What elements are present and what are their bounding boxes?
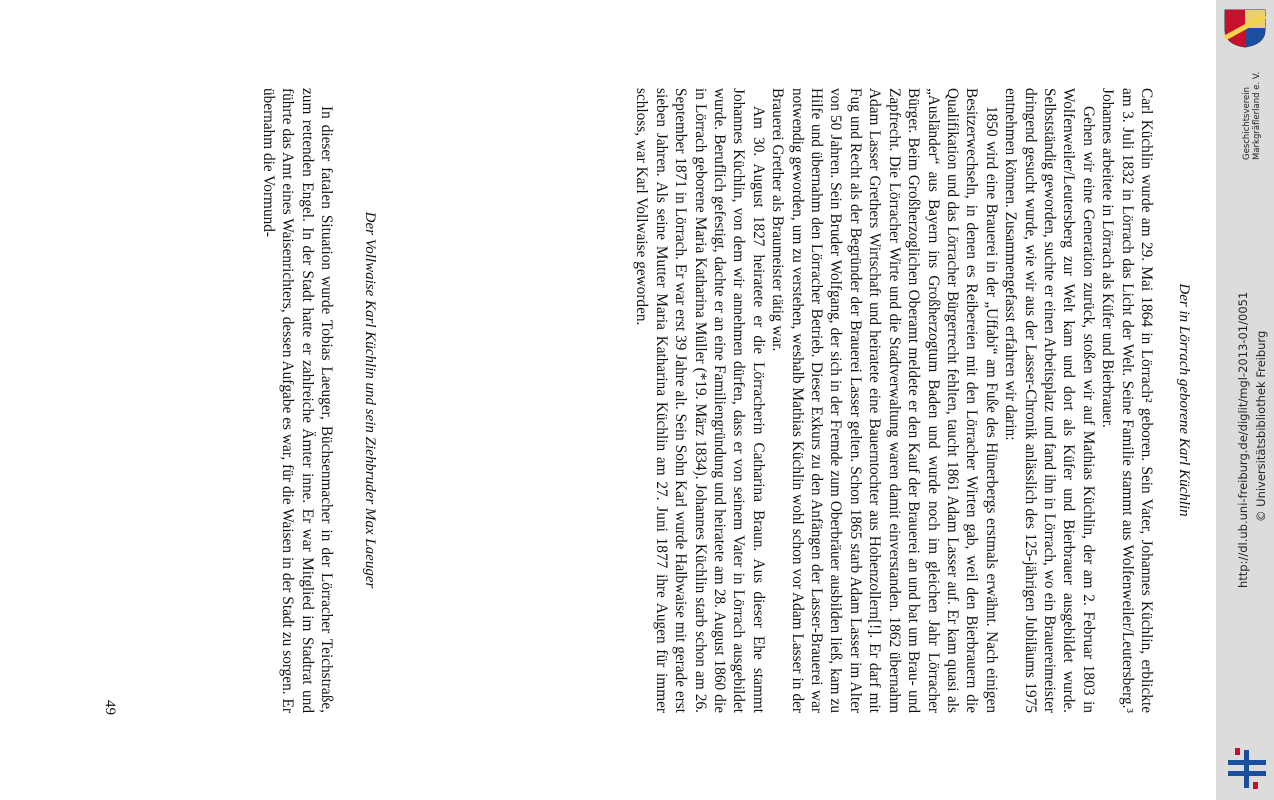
source-url-link[interactable]: http://dl.ub.uni-freiburg.de/diglit/mgl-2013-01/0051 <box>1236 291 1250 588</box>
body-text-block-1 <box>632 88 1156 713</box>
society-name-line-2: Markgräflerland e. V. <box>1252 71 1262 160</box>
section-heading-2: Der Vollwaise Karl Küchlin und sein Ziehbruder Max Laeuger <box>362 211 378 589</box>
paragraph-3: 1850 wird eine Brauerei in der „Uffabi“ am Fuße des Hünerbergs erstmals erwähnt. Nach einigen Besitzerwechseln, in denen es Reibereien mit den Lörracher Wirten gab, weil den Bierbrauern die Qualifikation und das Lörracher Bürgerrecht fehlten, taucht 1861 Adam Lasser auf. Er kam quasi als „Ausländer“ aus Bayern ins Großherzogtum Baden und wurde noch im gleichen Jahr Lörracher Bürger. Beim Großherzoglichen Oberamt meldete er den Kauf der Brauerei an und bat um Brau- und Zapfrecht. Die Lörracher Wirte und die Stadtverwaltung waren damit einverstanden. 1862 übernahm Adam Lasser Grethers Wirtschaft und heiratete eine Bauerntochter aus Hohenzollern[!]. Er darf mit Fug und Recht als der Begründer der Brauerei Lasser gelten. Schon 1865 starb Adam Lasser im Alter von 50 Jahren. Sein Bruder Wolfgang, der sich in der Fremde zum Oberbräuer ausbilden ließ, kam zu Hilfe und übernahm den Lörracher Betrieb. Dieser Exkurs zu den Anfängen der Lasser-Brauerei war notwendig geworden, um zu verstehen, weshalb Mathias Küchlin wohl schon vor Adam Lasser in der Brauerei Grether als Braumeister tätig war. <box>769 88 1000 713</box>
paragraph-4: Am 30. August 1827 heiratete er die Lörracherin Catharina Braun. Aus dieser Ehe stammt Johannes Küchlin, von dem wir annehmen dürfen, dass er von seinem Vater in Lörrach ausgebildet wurde. Beruflich gefestigt, dachte er an eine Familiengründung und heiratete am 28. August 1860 die in Lörrach geborene Maria Katharina Müller (*19. März 1834). Johannes Küchlin starb schon am 26. September 1871 in Lörrach. Er war erst 39 Jahre alt. Sein Sohn Karl wurde Halbwaise mit gerade erst sieben Jahren. Als seine Mutter Maria Katharina Küchlin am 27. Juni 1877 ihre Augen für immer schloss, war Karl Vollwaise geworden. <box>633 88 767 713</box>
paragraph-5: In dieser fatalen Situation wurde Tobias Laeuger, Büchsenmacher in der Lörracher Teichstraße, zum rettenden Engel. In der Stadt hatte er zahlreiche Ämter inne. Er war Mitglied im Stadtrat und führte das Amt eines Waisenrichters, dessen Aufgabe es war, für die Waisen in der Stadt zu sorgen. Er übernahm die Vormund- <box>259 88 335 713</box>
page-number: 49 <box>102 700 118 715</box>
society-crest-icon <box>1222 8 1268 48</box>
body-text-block-2 <box>258 88 336 713</box>
copyright-text: © Universitätsbibliothek Freiburg <box>1254 330 1268 522</box>
paragraph-1: Carl Küchlin wurde am 29. Mai 1864 in Lörrach² geboren. Sein Vater, Johannes Küchlin, erblickte am 3. Juli 1832 in Lörrach das Licht der Welt. Seine Familie stammt aus Wolfenweiler/Leutersberg.³ Johannes arbeitete in Lörrach als Küfer und Bierbrauer. <box>1099 88 1155 713</box>
paragraph-2: Gehen wir eine Generation zurück, stoßen wir auf Mathias Küchlin, der am 2. Februar 1803 in Wolfenweiler/Leutersberg zur Welt kam und dort als Küfer und Bierbrauer ausgebildet wurde. Selbstständig geworden, suchte er einen Arbeitsplatz und fand ihn in Lörrach, wo ein Brauereimeister dringend gesucht wurde, wie wir aus der Lasser-Chronik anlässlich des 125-jährigen Jubiläums 1975 entnehmen können. Zusammengefasst erfahren wir darin: <box>1002 88 1097 713</box>
university-library-logo-icon <box>1226 746 1268 792</box>
society-name-line-1: Geschichtsverein <box>1242 86 1252 160</box>
section-heading-1: Der in Lörrach geborene Karl Küchlin <box>1176 283 1192 517</box>
